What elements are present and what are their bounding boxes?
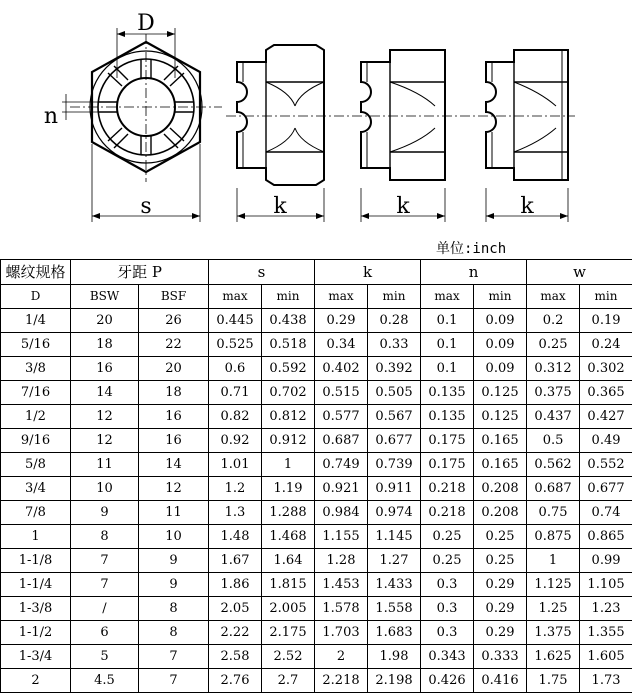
table-row [1,549,632,573]
table-cell: 9 [139,573,209,597]
table-cell: 0.702 [262,381,315,405]
table-row [1,645,632,669]
table-cell: 0.29 [315,309,368,333]
table-cell: 0.525 [209,333,262,357]
table-cell: 0.19 [580,309,632,333]
label-s: s [140,194,152,219]
header-pitch: 牙距 P [71,260,209,285]
label-k-2: k [396,194,410,219]
table-cell: 0.125 [474,405,527,429]
table-cell: 1.558 [368,597,421,621]
table-cell: 5 [71,645,139,669]
table-cell: 1.75 [527,669,580,693]
table-cell: 0.25 [474,525,527,549]
header-w-max: max [527,285,580,309]
table-cell: 0.865 [580,525,632,549]
table-cell: 0.24 [580,333,632,357]
header-bsf: BSF [139,285,209,309]
table-cell: / [71,597,139,621]
table-cell: 0.302 [580,357,632,381]
table-cell: 1.433 [368,573,421,597]
table-cell: 0.592 [262,357,315,381]
table-cell: 11 [71,453,139,477]
table-cell: 1.01 [209,453,262,477]
table-cell: 2.005 [262,597,315,621]
header-k-min: min [368,285,421,309]
table-cell: 0.562 [527,453,580,477]
table-cell: 0.99 [580,549,632,573]
table-cell: 1-1/2 [1,621,71,645]
table-row [1,309,632,333]
table-cell: 0.1 [421,309,474,333]
table-cell: 4.5 [71,669,139,693]
table-cell: 0.402 [315,357,368,381]
table-cell: 0.552 [580,453,632,477]
table-cell: 9 [139,549,209,573]
table-cell: 2.7 [262,669,315,693]
table-cell: 12 [71,405,139,429]
header-spec-d: D [1,285,71,309]
table-cell: 0.343 [421,645,474,669]
table-subheader-row [1,285,632,309]
table-cell: 1 [262,453,315,477]
table-cell: 5/16 [1,333,71,357]
table-cell: 0.3 [421,621,474,645]
table-cell: 7/8 [1,501,71,525]
table-cell: 0.1 [421,357,474,381]
table-cell: 1.2 [209,477,262,501]
table-cell: 0.577 [315,405,368,429]
table-cell: 0.445 [209,309,262,333]
table-row [1,501,632,525]
table-cell: 0.375 [527,381,580,405]
table-cell: 11 [139,501,209,525]
header-k-max: max [315,285,368,309]
table-cell: 0.175 [421,429,474,453]
table-cell: 1.86 [209,573,262,597]
table-cell: 0.426 [421,669,474,693]
table-cell: 8 [139,597,209,621]
table-cell: 9 [71,501,139,525]
table-row [1,573,632,597]
table-cell: 1.125 [527,573,580,597]
nut-top-view [62,28,222,222]
table-cell: 0.165 [474,453,527,477]
table-cell: 12 [71,429,139,453]
table-cell: 1.23 [580,597,632,621]
table-cell: 1.815 [262,573,315,597]
table-row [1,381,632,405]
table-row [1,525,632,549]
table-cell: 0.25 [527,333,580,357]
table-cell: 2 [315,645,368,669]
table-cell: 7 [71,549,139,573]
table-row [1,429,632,453]
table-cell: 16 [71,357,139,381]
table-cell: 2 [1,669,71,693]
table-cell: 1-1/8 [1,549,71,573]
table-cell: 0.416 [474,669,527,693]
table-cell: 0.921 [315,477,368,501]
table-cell: 0.34 [315,333,368,357]
header-n: n [421,260,527,285]
table-cell: 1.19 [262,477,315,501]
table-cell: 16 [139,429,209,453]
table-cell: 2.218 [315,669,368,693]
table-cell: 0.687 [315,429,368,453]
table-cell: 26 [139,309,209,333]
table-cell: 1.67 [209,549,262,573]
table-cell: 1.25 [527,597,580,621]
table-cell: 1.355 [580,621,632,645]
table-cell: 9/16 [1,429,71,453]
label-k-1: k [273,194,287,219]
table-cell: 5/8 [1,453,71,477]
table-cell: 2.05 [209,597,262,621]
table-cell: 0.518 [262,333,315,357]
table-cell: 1.703 [315,621,368,645]
table-row [1,333,632,357]
table-cell: 7/16 [1,381,71,405]
table-cell: 1.375 [527,621,580,645]
table-cell: 0.29 [474,621,527,645]
table-cell: 0.392 [368,357,421,381]
table-cell: 0.33 [368,333,421,357]
header-n-max: max [421,285,474,309]
table-cell: 0.25 [421,525,474,549]
table-cell: 1/2 [1,405,71,429]
table-cell: 0.437 [527,405,580,429]
table-cell: 7 [139,645,209,669]
table-cell: 18 [139,381,209,405]
table-cell: 7 [139,669,209,693]
nut-technical-drawing [0,0,632,235]
table-cell: 1.145 [368,525,421,549]
table-cell: 0.175 [421,453,474,477]
table-cell: 7 [71,573,139,597]
table-cell: 0.25 [421,549,474,573]
table-cell: 1-3/8 [1,597,71,621]
header-w-min: min [580,285,632,309]
table-cell: 0.749 [315,453,368,477]
table-row [1,453,632,477]
table-cell: 1.683 [368,621,421,645]
table-cell: 0.312 [527,357,580,381]
table-cell: 6 [71,621,139,645]
header-s-min: min [262,285,315,309]
spec-table [0,259,632,693]
table-cell: 0.875 [527,525,580,549]
table-cell: 0.218 [421,501,474,525]
table-cell: 0.6 [209,357,262,381]
table-cell: 1.64 [262,549,315,573]
table-cell: 0.71 [209,381,262,405]
header-k: k [315,260,421,285]
table-header-row [1,260,632,285]
table-cell: 10 [139,525,209,549]
table-cell: 0.09 [474,333,527,357]
table-cell: 1-3/4 [1,645,71,669]
table-row [1,405,632,429]
table-cell: 0.208 [474,477,527,501]
table-cell: 0.09 [474,357,527,381]
label-D: D [137,11,155,36]
table-cell: 20 [139,357,209,381]
table-cell: 0.49 [580,429,632,453]
table-row [1,669,632,693]
table-cell: 16 [139,405,209,429]
table-cell: 0.739 [368,453,421,477]
table-cell: 1.48 [209,525,262,549]
table-cell: 1.27 [368,549,421,573]
table-cell: 0.09 [474,309,527,333]
table-cell: 0.677 [368,429,421,453]
table-cell: 14 [139,453,209,477]
table-cell: 0.812 [262,405,315,429]
header-spec: 螺纹规格 [1,260,71,285]
table-cell: 0.74 [580,501,632,525]
table-cell: 0.515 [315,381,368,405]
table-cell: 0.92 [209,429,262,453]
table-cell: 14 [71,381,139,405]
table-cell: 0.3 [421,597,474,621]
table-cell: 1.73 [580,669,632,693]
table-cell: 0.5 [527,429,580,453]
table-row [1,477,632,501]
table-cell: 0.2 [527,309,580,333]
table-cell: 0.677 [580,477,632,501]
table-cell: 1.28 [315,549,368,573]
table-cell: 2.175 [262,621,315,645]
table-row [1,597,632,621]
table-cell: 0.135 [421,405,474,429]
table-cell: 0.427 [580,405,632,429]
label-k-3: k [520,194,534,219]
table-cell: 0.218 [421,477,474,501]
table-cell: 0.125 [474,381,527,405]
table-cell: 0.25 [474,549,527,573]
table-cell: 0.29 [474,597,527,621]
table-cell: 0.333 [474,645,527,669]
table-cell: 0.365 [580,381,632,405]
table-cell: 2.22 [209,621,262,645]
table-cell: 10 [71,477,139,501]
table-cell: 2.58 [209,645,262,669]
table-cell: 1.605 [580,645,632,669]
table-cell: 0.912 [262,429,315,453]
table-cell: 0.82 [209,405,262,429]
table-cell: 1 [1,525,71,549]
table-cell: 3/4 [1,477,71,501]
table-cell: 2.52 [262,645,315,669]
table-cell: 1.98 [368,645,421,669]
table-cell: 0.135 [421,381,474,405]
table-cell: 1.468 [262,525,315,549]
table-cell: 0.1 [421,333,474,357]
table-cell: 0.29 [474,573,527,597]
table-cell: 0.75 [527,501,580,525]
table-cell: 1-1/4 [1,573,71,597]
table-row [1,621,632,645]
table-cell: 0.28 [368,309,421,333]
table-cell: 0.505 [368,381,421,405]
table-row [1,357,632,381]
table-cell: 2.76 [209,669,262,693]
table-cell: 22 [139,333,209,357]
table-cell: 0.208 [474,501,527,525]
table-cell: 3/8 [1,357,71,381]
header-w: w [527,260,632,285]
table-cell: 1.578 [315,597,368,621]
table-cell: 1.625 [527,645,580,669]
table-cell: 0.911 [368,477,421,501]
header-bsw: BSW [71,285,139,309]
header-n-min: min [474,285,527,309]
table-cell: 1.453 [315,573,368,597]
table-cell: 8 [139,621,209,645]
table-cell: 1 [527,549,580,573]
table-cell: 2.198 [368,669,421,693]
table-cell: 0.687 [527,477,580,501]
table-cell: 1.288 [262,501,315,525]
header-s: s [209,260,315,285]
table-cell: 0.567 [368,405,421,429]
header-s-max: max [209,285,262,309]
table-cell: 0.438 [262,309,315,333]
table-cell: 0.165 [474,429,527,453]
table-cell: 8 [71,525,139,549]
table-cell: 18 [71,333,139,357]
table-cell: 1.105 [580,573,632,597]
table-cell: 1.155 [315,525,368,549]
label-n: n [43,104,58,129]
table-cell: 0.974 [368,501,421,525]
table-cell: 0.3 [421,573,474,597]
unit-label: 单位:inch [436,241,507,257]
table-cell: 20 [71,309,139,333]
table-cell: 12 [139,477,209,501]
table-cell: 1.3 [209,501,262,525]
table-cell: 1/4 [1,309,71,333]
table-cell: 0.984 [315,501,368,525]
